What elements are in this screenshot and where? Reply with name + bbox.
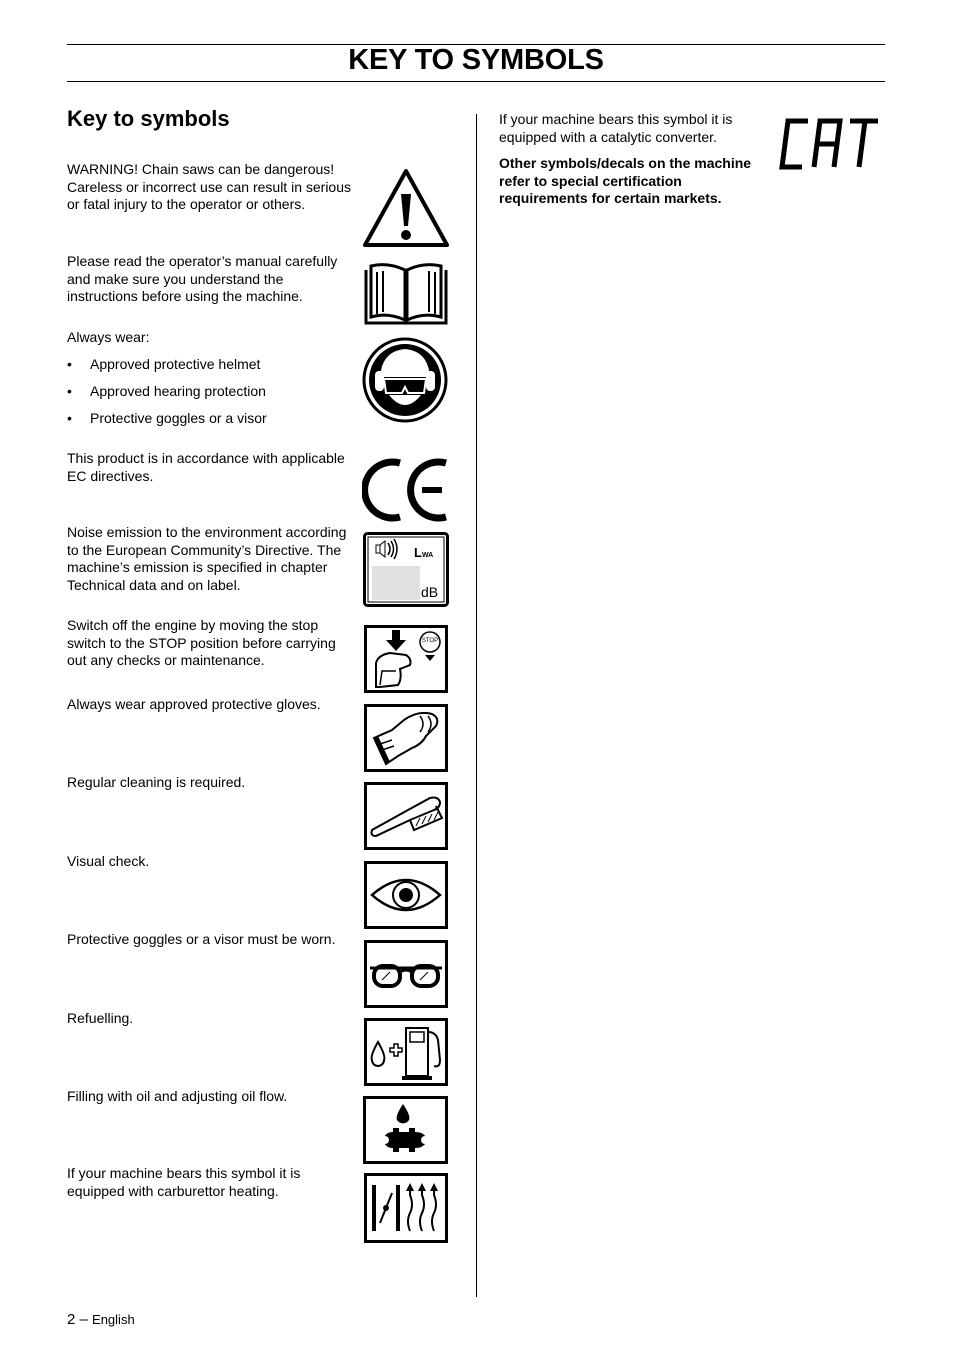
page-number: 2 – — [67, 1311, 88, 1328]
carburettor-heating-icon — [364, 1173, 448, 1243]
oil-text: Filling with oil and adjusting oil flow. — [67, 1088, 288, 1104]
ec-text: This product is in accordance with applicable EC directives. — [67, 450, 345, 484]
manual-book-icon — [363, 262, 449, 326]
list-item: • Protective goggles or a visor — [67, 410, 267, 426]
refuel-text: Refuelling. — [67, 1010, 134, 1026]
list-item: • Approved hearing protection — [67, 383, 266, 399]
section-title: Key to symbols — [67, 106, 230, 131]
goggles-text: Protective goggles or a visor must be worn. — [67, 931, 336, 947]
cleaning-brush-icon — [364, 782, 448, 850]
glove-icon — [364, 704, 448, 772]
refuelling-icon — [364, 1018, 448, 1086]
eye-icon — [364, 861, 448, 929]
page-footer — [67, 1311, 135, 1328]
column-divider — [476, 114, 477, 1297]
visual-text: Visual check. — [67, 853, 150, 869]
gloves-text: Always wear approved protective gloves. — [67, 696, 321, 712]
helmet-hearing-goggles-icon — [362, 337, 448, 423]
warning-text: WARNING! Chain saws can be dangerous! Careless or incorrect use can result in serious or fatal injury to the operator or others. — [67, 161, 352, 212]
catalytic-text: If your machine bears this symbol it is equipped with a catalytic converter. — [499, 111, 733, 145]
page-title: KEY TO SYMBOLS — [348, 44, 604, 76]
manual-text: Please read the operator’s manual carefully and make sure you understand the instructions before using the machine. — [67, 253, 338, 304]
title-rule — [67, 81, 885, 82]
noise-text: Noise emission to the environment according to the European Community’s Directive. The machine’s emission is specified in chapter Technical data and on label. — [67, 524, 347, 593]
catalytic-converter-icon — [778, 118, 882, 170]
stop-switch-icon — [364, 625, 448, 693]
goggles-icon — [364, 940, 448, 1008]
lwa-label: LWA — [414, 545, 434, 560]
carb-text: If your machine bears this symbol it is equipped with carburettor heating. — [67, 1165, 301, 1199]
other-symbols-text: Other symbols/decals on the machine refer to special certification requirements for certain markets. — [499, 155, 752, 206]
ce-mark-icon — [362, 456, 450, 524]
stop-label: STOP — [421, 638, 439, 644]
warning-triangle-icon — [363, 168, 449, 248]
wear-list — [67, 356, 352, 437]
oil-chain-icon — [363, 1096, 448, 1164]
language-label: English — [92, 1312, 135, 1327]
always-wear-text: Always wear: — [67, 329, 150, 345]
list-item: • Approved protective helmet — [67, 356, 261, 372]
stop-text: Switch off the engine by moving the stop switch to the STOP position before carrying out any checks or maintenance. — [67, 617, 336, 668]
cleaning-text: Regular cleaning is required. — [67, 774, 246, 790]
noise-emission-icon — [363, 532, 449, 607]
db-label: dB — [421, 584, 439, 600]
